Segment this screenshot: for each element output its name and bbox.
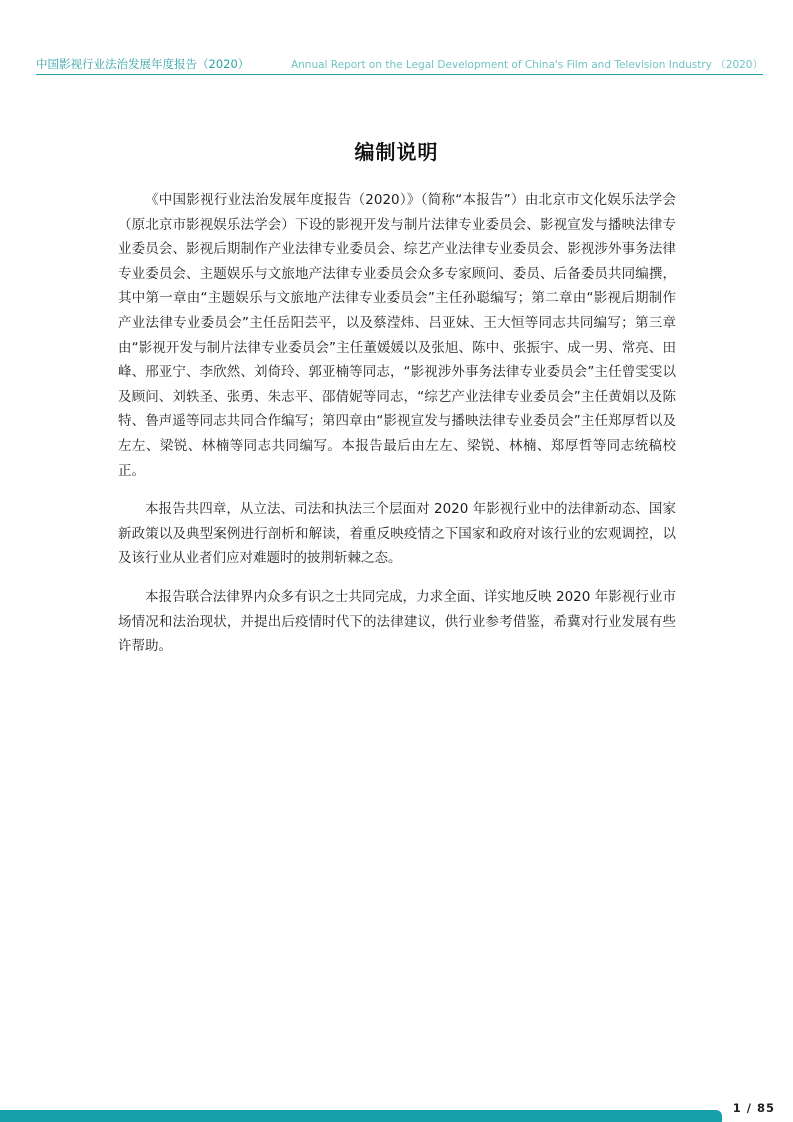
header-title-chinese: 中国影视行业法治发展年度报告（2020） xyxy=(36,57,250,71)
document-body xyxy=(118,188,676,673)
header-title-english: Annual Report on the Legal Development of China's Film and Television Industry （2020） xyxy=(290,59,763,71)
paragraph-authorship: 《中国影视行业法治发展年度报告（2020）》（简称“本报告”）由北京市文化娱乐法学会（原北京市影视娱乐法学会）下设的影视开发与制片法律专业委员会、影视宣发与播映法律专业委员会、影视后期制作产业法律专业委员会、综艺产业法律专业委员会、影视涉外事务法律专业委员会、主题娱乐与文旅地产法律专业委员会众多专家顾问、委员、后备委员共同编撰，其中第一章由“主题娱乐与文旅地产法律专业委员会”主任孙聪编写；第二章由“影视后期制作产业法律专业委员会”主任岳阳芸平，以及蔡滢炜、吕亚妹、王大恒等同志共同编写；第三章由“影视开发与制片法律专业委员会”主任董媛媛以及张旭、陈中、张振宇、成一男、常亮、田峰、邢亚宁、李欣然、刘倚玲、郭亚楠等同志，“影视涉外事务法律专业委员会”主任曾雯雯以及顾问、刘轶圣、张勇、朱志平、邵倩妮等同志，“综艺产业法律专业委员会”主任黄娟以及陈特、鲁声遥等同志共同合作编写；第四章由“影视宣发与播映法律专业委员会”主任郑厚哲以及左左、梁锐、林楠等同志共同编写。本报告最后由左左、梁锐、林楠、郑厚哲等同志统稿校正。 xyxy=(118,192,676,479)
paragraph-purpose: 本报告联合法律界内众多有识之士共同完成，力求全面、详实地反映 2020 年影视行业市场情况和法治现状，并提出后疫情时代下的法律建议，供行业参考借鉴，希冀对行业发展有些许帮助。 xyxy=(118,588,676,655)
running-header xyxy=(36,54,763,75)
page-title: 编制说明 xyxy=(354,140,439,164)
paragraph-structure: 本报告共四章，从立法、司法和执法三个层面对 2020 年影视行业中的法律新动态、国家新政策以及典型案例进行剖析和解读，着重反映疫情之下国家和政府对该行业的宏观调控，以及该行业从业者们应对难题时的披荆斩棘之态。 xyxy=(118,501,676,567)
page-number: 1 / 85 xyxy=(732,1101,775,1115)
footer-bar xyxy=(0,1110,722,1122)
